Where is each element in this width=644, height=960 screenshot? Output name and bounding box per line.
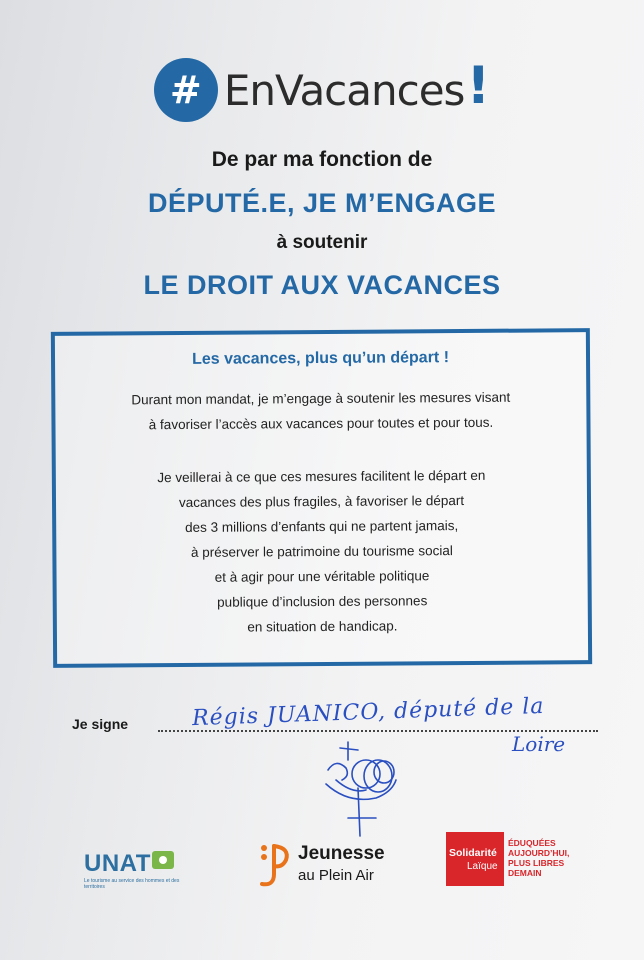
intro-line: De par ma fonction de [211,148,433,171]
paragraph-line: à préserver le patrimoine du tourisme social [190,543,453,560]
solidarite-slogan [508,838,569,886]
logo-text: EnVacances [223,65,465,115]
unat-badge-icon [152,851,174,869]
solidarite-laique-logo [446,832,569,886]
paragraph-2 [56,462,588,641]
hash-icon: # [154,58,218,122]
commitment-box [51,328,592,668]
jpa-line2: au Plein Air [298,867,374,884]
box-title: Les vacances, plus qu’un départ ! [191,349,450,368]
slogan-line: PLUS LIBRES [508,858,565,868]
main-heading: LE DROIT AUX VACANCES [143,270,501,300]
unat-wordmark: UNAT [84,850,151,877]
paragraph-line: publique d’inclusion des personnes [217,593,428,610]
slogan-line: AUJOURD’HUI, [508,848,570,858]
paragraph-line: des 3 millions d’enfants qui ne partent jamais, [185,518,459,535]
slogan-line: ÉDUQUÉES [508,838,556,848]
sol-line1: Solidarité [449,846,497,859]
unat-logo [84,850,194,890]
paragraph-1 [55,384,586,438]
unat-tagline: Le tourisme au service des hommes et des territoires [84,878,180,890]
handwritten-name: Régis JUANICO, député de la [191,693,545,732]
support-line: à soutenir [276,232,368,253]
jpa-logo [256,840,385,890]
handwritten-region: Loire [512,732,566,756]
sign-label: Je signe [72,716,129,732]
handwritten-signature [318,740,418,840]
paragraph-line: vacances des plus fragiles, à favoriser le départ [178,493,465,510]
paragraph-line: Je veillerai à ce que ces mesures facilitent le départ en [157,467,486,486]
paragraph-line: en situation de handicap. [247,618,398,635]
paragraph-line: à favoriser l’accès aux vacances pour toutes et pour tous. [148,414,494,433]
slogan-line: DEMAIN [508,868,542,878]
sol-line2: Laïque [467,860,498,872]
paragraph-line: Durant mon mandat, je m’engage à soutenir les mesures visant [131,389,511,408]
engagement-heading: DÉPUTÉ.E, JE M’ENGAGE [147,188,497,218]
solidarite-badge [446,832,504,886]
jpa-mark-icon [256,840,292,890]
jpa-line1: Jeunesse [298,843,385,864]
exclamation-mark: ! [466,56,491,116]
paragraph-line: et à agir pour une véritable politique [214,568,430,585]
envacances-logo [0,58,644,122]
